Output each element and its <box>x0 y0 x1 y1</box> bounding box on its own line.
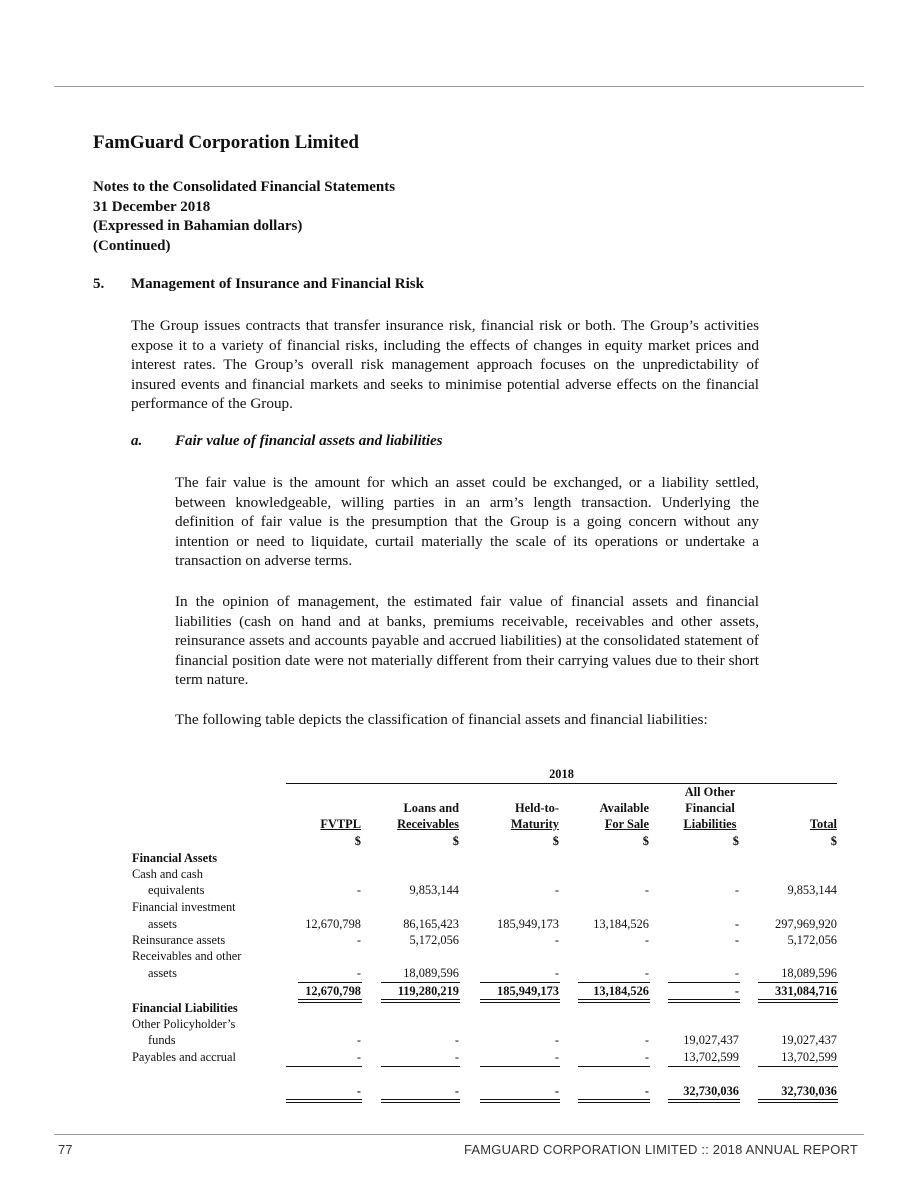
section-number: 5. <box>93 276 105 292</box>
assets-total-cell: - <box>734 984 739 998</box>
cell: - <box>734 917 739 931</box>
col-header-afs-line2: For Sale <box>604 817 649 831</box>
cell: 5,172,056 <box>787 933 837 947</box>
total-double-rule <box>298 999 362 1003</box>
total-double-rule <box>668 999 740 1003</box>
cell: - <box>356 933 361 947</box>
row-label: Receivables and other <box>132 949 242 963</box>
cell: 297,969,920 <box>775 917 837 931</box>
subtotal-rule <box>381 1066 460 1067</box>
unit-afs: $ <box>642 834 649 848</box>
subtotal-rule <box>381 982 460 983</box>
company-name: FamGuard Corporation Limited <box>93 132 359 153</box>
subtotal-rule <box>758 1066 838 1067</box>
col-header-other-line3: Liabilities <box>683 817 737 831</box>
cell: - <box>644 1050 649 1064</box>
cell: - <box>734 933 739 947</box>
subtotal-rule <box>480 982 560 983</box>
year-rule <box>286 783 837 784</box>
header-line-date: 31 December 2018 <box>93 198 211 215</box>
section-title: Management of Insurance and Financial Risk <box>131 276 424 292</box>
cell: 9,853,144 <box>787 883 837 897</box>
header-line-title: Notes to the Consolidated Financial Statements <box>93 179 396 195</box>
subsection-title: Fair value of financial assets and liabilities <box>175 433 443 449</box>
cell: 5,172,056 <box>409 933 459 947</box>
cell: - <box>356 1050 361 1064</box>
cell: 13,702,599 <box>781 1050 837 1064</box>
row-label: Other Policyholder’s <box>132 1017 236 1031</box>
cell: 19,027,437 <box>781 1033 837 1047</box>
row-label: Payables and accrual <box>132 1050 236 1064</box>
col-header-other-line1: All Other <box>684 785 736 799</box>
cell: 18,089,596 <box>403 966 459 980</box>
cell: - <box>356 966 361 980</box>
subtotal-rule <box>668 1066 740 1067</box>
page-number: 77 <box>58 1142 73 1157</box>
cell: - <box>356 1033 361 1047</box>
assets-total-cell: 331,084,716 <box>775 984 837 998</box>
cell: - <box>356 883 361 897</box>
cell: - <box>554 1033 559 1047</box>
unit-total: $ <box>830 834 837 848</box>
subsection-letter: a. <box>131 433 143 449</box>
table-year: 2018 <box>549 767 574 781</box>
cell: - <box>554 933 559 947</box>
table-intro-paragraph: The following table depicts the classification of financial assets and financial liabilities: <box>175 711 708 728</box>
header-line-currency: (Expressed in Bahamian dollars) <box>93 218 303 235</box>
total-double-rule <box>758 1099 838 1103</box>
cell: 19,027,437 <box>683 1033 739 1047</box>
liabilities-total-cell: 32,730,036 <box>781 1084 837 1098</box>
liabilities-heading: Financial Liabilities <box>132 1001 238 1015</box>
cell: 12,670,798 <box>305 917 361 931</box>
col-header-loans-line2: Receivables <box>397 817 459 831</box>
assets-total-cell: 13,184,526 <box>593 984 649 998</box>
cell: - <box>454 1050 459 1064</box>
col-header-total: Total <box>809 817 837 831</box>
cell: - <box>644 933 649 947</box>
total-double-rule <box>381 1099 460 1103</box>
liabilities-total-cell: - <box>644 1084 649 1098</box>
total-double-rule <box>668 1099 740 1103</box>
liabilities-total-cell: - <box>454 1084 459 1098</box>
total-double-rule <box>286 1099 362 1103</box>
assets-heading: Financial Assets <box>132 851 218 865</box>
management-opinion-paragraph: In the opinion of management, the estimated fair value of financial assets and financial liabilities (cash on hand and at banks, premiums receivable, receivables and other assets, reinsurance assets and accounts payable and accrued liabilities) at the consolidated statement of financial position date were not materially different from their carrying values due to their short term nature. <box>175 593 759 689</box>
cell: 18,089,596 <box>781 966 837 980</box>
subtotal-rule <box>480 1066 560 1067</box>
unit-other: $ <box>732 834 739 848</box>
subtotal-rule <box>578 982 650 983</box>
cell: 185,949,173 <box>497 917 559 931</box>
header-line-continued: (Continued) <box>93 237 171 254</box>
cell: - <box>454 1033 459 1047</box>
total-double-rule <box>480 999 560 1003</box>
subtotal-rule <box>758 982 838 983</box>
liabilities-total-cell: 32,730,036 <box>683 1084 739 1098</box>
assets-total-cell: 185,949,173 <box>497 984 559 998</box>
col-header-loans-line1: Loans and <box>403 801 459 815</box>
footer-text: FAMGUARD CORPORATION LIMITED :: 2018 ANNUAL REPORT <box>463 1142 858 1157</box>
col-header-htm-line2: Maturity <box>510 817 559 831</box>
total-double-rule <box>578 999 650 1003</box>
cell: - <box>554 1050 559 1064</box>
col-header-other-line2: Financial <box>685 801 735 815</box>
fair-value-definition-paragraph: The fair value is the amount for which an asset could be exchanged, or a liability settled, between knowledgeable, willing parties in an arm’s length transaction. Underlying the definition of fair value is the presumption that the Group is a going concern without any intention or need to liquidate, curtail materially the scale of its operations or undertake a transaction on adverse terms. <box>175 474 759 570</box>
cell: - <box>644 883 649 897</box>
col-header-htm-line1: Held-to- <box>514 801 559 815</box>
total-double-rule <box>578 1099 650 1103</box>
total-double-rule <box>758 999 838 1003</box>
row-label: Cash and cash <box>132 867 203 881</box>
cell: - <box>644 966 649 980</box>
cell: - <box>554 966 559 980</box>
bottom-rule <box>54 1134 864 1135</box>
subtotal-rule <box>668 982 740 983</box>
col-header-afs-line1: Available <box>599 801 649 815</box>
row-label: assets <box>148 966 177 980</box>
cell: 86,165,423 <box>403 917 459 931</box>
subtotal-rule <box>298 982 362 983</box>
row-label: assets <box>148 917 177 931</box>
cell: 9,853,144 <box>409 883 459 897</box>
unit-htm: $ <box>552 834 559 848</box>
total-double-rule <box>381 999 460 1003</box>
row-label: funds <box>148 1033 176 1047</box>
section-paragraph: The Group issues contracts that transfer insurance risk, financial risk or both. The Group’s activities expose it to a variety of financial risks, including the effects of changes in equity market prices and interest rates. The Group’s overall risk management approach focuses on the unpredictability of insured events and financial markets and seeks to minimise potential adverse effects on the financial performance of the Group. <box>131 317 759 413</box>
cell: - <box>644 1033 649 1047</box>
cell: - <box>554 883 559 897</box>
row-label: Reinsurance assets <box>132 933 226 947</box>
cell: 13,184,526 <box>593 917 649 931</box>
unit-fvtpl: $ <box>354 834 361 848</box>
cell: - <box>734 966 739 980</box>
unit-loans: $ <box>452 834 459 848</box>
row-label: equivalents <box>148 883 205 897</box>
subtotal-rule <box>578 1066 650 1067</box>
subtotal-rule <box>286 1066 362 1067</box>
assets-total-cell: 12,670,798 <box>305 984 361 998</box>
row-label: Financial investment <box>132 900 236 914</box>
cell: - <box>734 883 739 897</box>
liabilities-total-cell: - <box>356 1084 361 1098</box>
assets-total-cell: 119,280,219 <box>397 984 459 998</box>
total-double-rule <box>480 1099 560 1103</box>
liabilities-total-cell: - <box>554 1084 559 1098</box>
col-header-fvtpl: FVTPL <box>320 817 361 831</box>
cell: 13,702,599 <box>683 1050 739 1064</box>
